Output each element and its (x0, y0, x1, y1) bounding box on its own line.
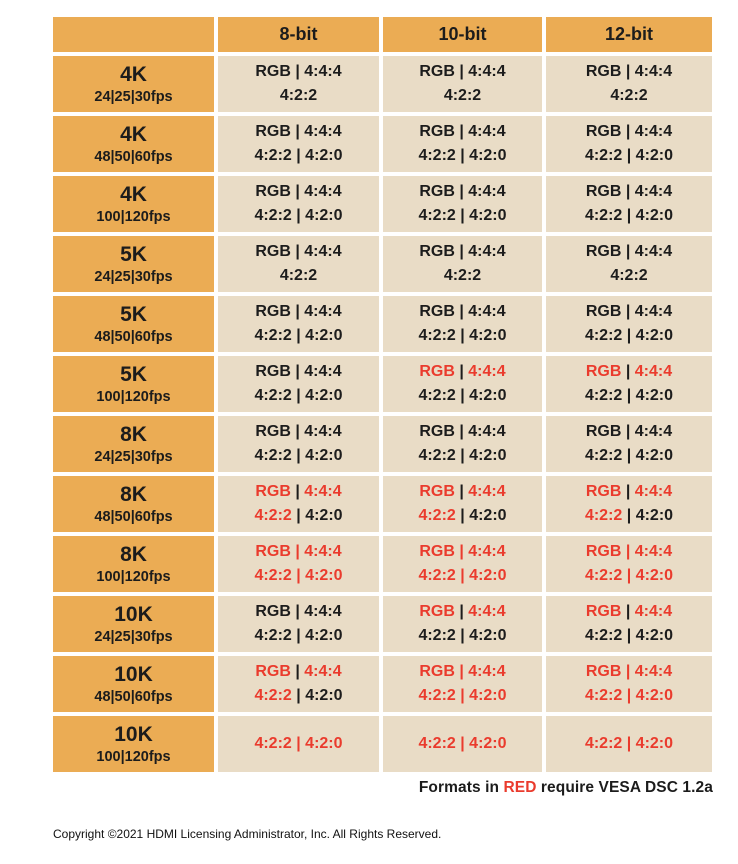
format-line (218, 684, 379, 708)
format-token: 4:2:2 | 4:2:0 (254, 627, 343, 644)
format-token: RGB | 4:4:4 (585, 63, 673, 80)
format-line (546, 624, 712, 648)
resolution-label: 8K (120, 542, 147, 566)
format-line (218, 264, 379, 288)
resolution-label: 10K (114, 662, 153, 686)
format-token: RGB | 4:4:4 (255, 423, 342, 440)
fps-label: 24|25|30fps (94, 88, 173, 105)
format-cell (218, 356, 379, 412)
row-header (53, 596, 214, 652)
format-line (546, 180, 712, 204)
table-row (53, 716, 712, 772)
format-token-red: RGB (255, 483, 291, 500)
format-cell (546, 296, 712, 352)
format-line (218, 504, 379, 528)
format-token-red: 4:2:2 | 4:2:0 (254, 567, 343, 584)
format-line (546, 384, 712, 408)
format-line (383, 84, 542, 108)
table-header (53, 17, 712, 52)
format-token: 4:2:2 | 4:2:0 (418, 147, 507, 164)
format-cell (383, 716, 542, 772)
format-line (218, 144, 379, 168)
format-token-red: RGB (419, 363, 455, 380)
format-token-red: RGB | 4:4:4 (419, 663, 506, 680)
format-line (546, 324, 712, 348)
format-token-red: 4:4:4 (304, 483, 342, 500)
format-token: 4:2:2 | 4:2:0 (254, 447, 343, 464)
format-token: RGB | 4:4:4 (255, 363, 342, 380)
format-token: RGB | 4:4:4 (419, 423, 506, 440)
format-token: RGB | 4:4:4 (585, 123, 673, 140)
format-cell (546, 536, 712, 592)
format-line (383, 564, 542, 588)
format-token-red: 4:2:2 | 4:2:0 (584, 567, 674, 584)
format-line (218, 660, 379, 684)
format-token: 4:2:2 | 4:2:0 (254, 147, 343, 164)
format-line (546, 732, 712, 756)
format-token: 4:2:0 (635, 507, 674, 524)
format-token: RGB | 4:4:4 (419, 303, 506, 320)
format-line (546, 360, 712, 384)
fps-label: 48|50|60fps (94, 328, 173, 345)
format-line (383, 420, 542, 444)
footnote-prefix: Formats in (418, 779, 504, 796)
resolution-label: 8K (120, 482, 147, 506)
format-token: 4:2:2 (279, 267, 318, 284)
format-token-red: 4:2:2 | 4:2:0 (584, 687, 674, 704)
format-cell (218, 236, 379, 292)
format-cell (383, 656, 542, 712)
format-line (383, 180, 542, 204)
footnote-suffix: require VESA DSC 1.2a (536, 779, 713, 796)
format-cell (383, 536, 542, 592)
fps-label: 24|25|30fps (94, 268, 173, 285)
format-cell (218, 716, 379, 772)
table-row (53, 356, 712, 412)
resolution-label: 4K (120, 182, 147, 206)
format-cell (383, 236, 542, 292)
format-token-red: 4:2:2 (254, 507, 292, 524)
fps-label: 48|50|60fps (94, 148, 173, 165)
format-line (383, 444, 542, 468)
format-cell (383, 416, 542, 472)
resolution-label: 8K (120, 422, 147, 446)
format-line (546, 144, 712, 168)
resolution-label: 5K (120, 362, 147, 386)
row-header (53, 176, 214, 232)
table-row (53, 656, 712, 712)
format-token-red: RGB (255, 663, 291, 680)
format-token: 4:2:2 (610, 267, 648, 284)
format-line (218, 360, 379, 384)
format-token-red: RGB | 4:4:4 (255, 543, 342, 560)
format-line (218, 480, 379, 504)
format-line (218, 120, 379, 144)
format-line (383, 540, 542, 564)
format-cell (218, 56, 379, 112)
format-line (383, 600, 542, 624)
format-token-red: 4:2:2 | 4:2:0 (254, 735, 343, 752)
format-line (383, 624, 542, 648)
format-token-red: 4:2:2 | 4:2:0 (418, 687, 507, 704)
table-row (53, 176, 712, 232)
format-token-red: 4:4:4 (634, 603, 673, 620)
format-line (383, 480, 542, 504)
format-token-red: RGB (585, 483, 622, 500)
format-token-red: 4:2:2 (584, 507, 623, 524)
format-cell (218, 656, 379, 712)
format-line (218, 600, 379, 624)
format-token: 4:2:2 | 4:2:0 (584, 387, 674, 404)
format-cell (546, 416, 712, 472)
format-token: 4:2:2 | 4:2:0 (584, 147, 674, 164)
col-header-8bit: 8-bit (218, 17, 379, 52)
format-cell (218, 176, 379, 232)
format-token-red: RGB (585, 603, 622, 620)
format-line (383, 732, 542, 756)
format-token-red: RGB | 4:4:4 (585, 663, 673, 680)
format-token: RGB | 4:4:4 (255, 243, 342, 260)
copyright: Copyright ©2021 HDMI Licensing Administrator, Inc. All Rights Reserved. (53, 827, 442, 841)
format-cell (218, 116, 379, 172)
format-token: 4:2:2 | 4:2:0 (584, 627, 674, 644)
format-line (383, 324, 542, 348)
format-token: 4:2:2 (610, 87, 648, 104)
format-line (546, 540, 712, 564)
format-line (218, 204, 379, 228)
corner-cell (53, 17, 214, 52)
row-header (53, 476, 214, 532)
format-cell (546, 656, 712, 712)
format-token: | (621, 483, 635, 500)
footnote-red-word: RED (503, 779, 537, 796)
format-cell (218, 596, 379, 652)
format-token: RGB | 4:4:4 (255, 183, 342, 200)
format-token: 4:2:2 | 4:2:0 (418, 207, 507, 224)
format-cell (383, 596, 542, 652)
format-token: 4:2:2 | 4:2:0 (254, 327, 343, 344)
format-line (218, 420, 379, 444)
format-token: 4:2:2 | 4:2:0 (584, 327, 674, 344)
format-token: 4:2:2 | 4:2:0 (254, 387, 343, 404)
format-token: RGB | 4:4:4 (419, 63, 506, 80)
format-token-red: 4:4:4 (468, 483, 506, 500)
format-cell (383, 116, 542, 172)
format-token: | (621, 603, 635, 620)
format-token: RGB | 4:4:4 (585, 303, 673, 320)
fps-label: 100|120fps (96, 208, 171, 225)
row-header (53, 536, 214, 592)
format-token-red: 4:2:2 (254, 687, 292, 704)
format-token: RGB | 4:4:4 (419, 183, 506, 200)
format-line (218, 180, 379, 204)
format-token-red: 4:2:2 | 4:2:0 (418, 567, 507, 584)
format-line (218, 240, 379, 264)
format-token: 4:2:2 (443, 87, 482, 104)
format-token-red: 4:2:2 | 4:2:0 (584, 735, 674, 752)
row-header (53, 296, 214, 352)
format-line (546, 300, 712, 324)
format-cell (383, 476, 542, 532)
format-cell (546, 176, 712, 232)
format-line (546, 240, 712, 264)
format-line (383, 240, 542, 264)
format-line (383, 660, 542, 684)
format-line (546, 84, 712, 108)
format-line (383, 384, 542, 408)
table-row (53, 236, 712, 292)
format-token: 4:2:2 | 4:2:0 (254, 207, 343, 224)
format-line (218, 564, 379, 588)
format-token: | (454, 363, 469, 380)
format-cell (546, 236, 712, 292)
format-line (546, 600, 712, 624)
hdmi-format-table (49, 13, 716, 776)
fps-label: 48|50|60fps (94, 508, 173, 525)
table-row (53, 416, 712, 472)
format-line (383, 504, 542, 528)
format-cell (546, 116, 712, 172)
format-line (218, 624, 379, 648)
format-line (546, 564, 712, 588)
fps-label: 100|120fps (96, 388, 171, 405)
table-row (53, 116, 712, 172)
format-line (383, 300, 542, 324)
format-line (218, 444, 379, 468)
format-token: | (290, 483, 305, 500)
row-header (53, 356, 214, 412)
resolution-label: 4K (120, 62, 147, 86)
table-row (53, 296, 712, 352)
resolution-label: 5K (120, 302, 147, 326)
format-token: 4:2:2 | 4:2:0 (418, 447, 507, 464)
format-line (546, 660, 712, 684)
format-token: RGB | 4:4:4 (255, 603, 342, 620)
format-line (383, 204, 542, 228)
resolution-label: 4K (120, 122, 147, 146)
format-token: 4:2:2 | 4:2:0 (418, 327, 507, 344)
format-cell (218, 296, 379, 352)
format-token: 4:2:2 | 4:2:0 (584, 447, 674, 464)
format-cell (383, 56, 542, 112)
row-header (53, 236, 214, 292)
format-line (218, 384, 379, 408)
row-header (53, 656, 214, 712)
format-line (546, 264, 712, 288)
header-row (53, 17, 712, 52)
format-line (218, 84, 379, 108)
format-line (546, 204, 712, 228)
format-token: | (455, 507, 470, 524)
format-token: RGB | 4:4:4 (585, 423, 673, 440)
resolution-label: 5K (120, 242, 147, 266)
format-line (383, 360, 542, 384)
format-cell (218, 536, 379, 592)
format-token: RGB | 4:4:4 (255, 63, 342, 80)
format-token-red: 4:2:2 (418, 507, 456, 524)
format-cell (546, 476, 712, 532)
format-cell (383, 296, 542, 352)
format-cell (546, 356, 712, 412)
row-header (53, 116, 214, 172)
format-token: 4:2:2 (443, 267, 482, 284)
format-cell (218, 476, 379, 532)
table-row (53, 596, 712, 652)
format-token: RGB | 4:4:4 (585, 183, 673, 200)
format-token: | (290, 663, 305, 680)
format-line (383, 120, 542, 144)
format-token: RGB | 4:4:4 (255, 303, 342, 320)
table-row (53, 476, 712, 532)
format-cell (383, 176, 542, 232)
col-header-10bit: 10-bit (383, 17, 542, 52)
format-line (546, 444, 712, 468)
format-token: 4:2:0 (305, 687, 343, 704)
format-token-red: 4:2:2 | 4:2:0 (418, 735, 507, 752)
format-cell (383, 356, 542, 412)
format-token: RGB | 4:4:4 (419, 243, 506, 260)
format-line (546, 60, 712, 84)
row-header (53, 716, 214, 772)
format-table-body (53, 56, 712, 772)
format-line (218, 300, 379, 324)
format-line (546, 480, 712, 504)
format-line (218, 324, 379, 348)
format-token: RGB | 4:4:4 (585, 243, 673, 260)
resolution-label: 10K (114, 602, 153, 626)
format-token-red: 4:4:4 (634, 483, 673, 500)
fps-label: 100|120fps (96, 748, 171, 765)
format-token-red: 4:4:4 (634, 363, 673, 380)
format-line (218, 540, 379, 564)
format-token: 4:2:2 | 4:2:0 (584, 207, 674, 224)
format-line (546, 684, 712, 708)
format-token: 4:2:2 (279, 87, 318, 104)
row-header (53, 56, 214, 112)
format-line (546, 504, 712, 528)
format-line (383, 60, 542, 84)
format-token: RGB | 4:4:4 (419, 123, 506, 140)
format-line (383, 264, 542, 288)
format-token: 4:2:2 | 4:2:0 (418, 387, 507, 404)
fps-label: 24|25|30fps (94, 448, 173, 465)
format-cell (546, 56, 712, 112)
format-line (383, 684, 542, 708)
format-token: 4:2:0 (305, 507, 343, 524)
format-token-red: 4:4:4 (304, 663, 342, 680)
col-header-12bit: 12-bit (546, 17, 712, 52)
format-line (218, 732, 379, 756)
format-token-red: RGB | 4:4:4 (585, 543, 673, 560)
format-token: | (291, 507, 306, 524)
format-token: | (454, 603, 469, 620)
table-row (53, 536, 712, 592)
format-token-red: RGB | 4:4:4 (419, 543, 506, 560)
format-token: 4:2:0 (469, 507, 507, 524)
footnote (419, 779, 713, 797)
format-token-red: RGB (419, 483, 455, 500)
format-token: RGB | 4:4:4 (255, 123, 342, 140)
fps-label: 100|120fps (96, 568, 171, 585)
format-cell (218, 416, 379, 472)
fps-label: 24|25|30fps (94, 628, 173, 645)
format-token: | (622, 507, 636, 524)
format-line (218, 60, 379, 84)
format-token-red: 4:4:4 (468, 603, 506, 620)
format-line (546, 120, 712, 144)
format-token: | (621, 363, 635, 380)
resolution-label: 10K (114, 722, 153, 746)
format-line (546, 420, 712, 444)
format-token-red: RGB (419, 603, 455, 620)
format-token: | (291, 687, 306, 704)
format-token-red: 4:4:4 (468, 363, 506, 380)
fps-label: 48|50|60fps (94, 688, 173, 705)
format-cell (546, 716, 712, 772)
format-token: | (454, 483, 469, 500)
table-row (53, 56, 712, 112)
format-line (383, 144, 542, 168)
format-token-red: RGB (585, 363, 622, 380)
row-header (53, 416, 214, 472)
format-cell (546, 596, 712, 652)
format-token: 4:2:2 | 4:2:0 (418, 627, 507, 644)
